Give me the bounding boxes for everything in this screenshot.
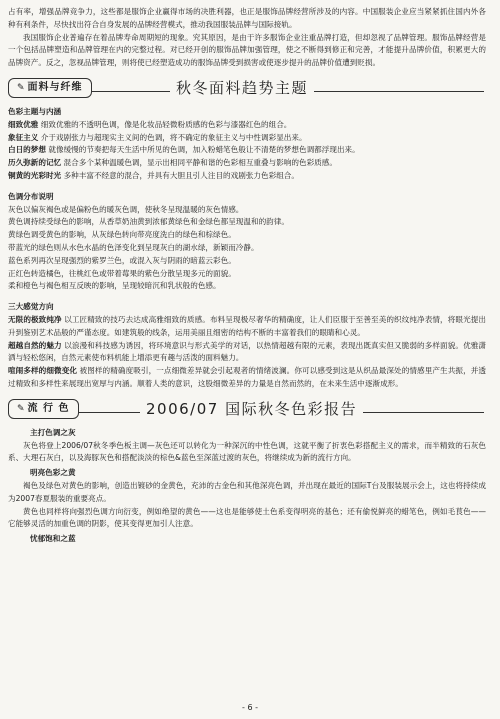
block-text: 灰色将登上2006/07秋冬季色板主调—灰色还可以转化为一种深沉的中性色调，这就平衡了折衷色彩搭配主义的需求，而半精致的石灰色系、大理石灰白，以及海豚灰色和搭配淡淡的棕色&蓝色至深蓝过渡的灰色，将继续成为新的流行方向。 (8, 440, 486, 463)
direction-item: 喧闹多样的细微变化 被图样的精确度吸引，一点细微差异就会引起观者的情绪波澜。你可以感受到这是从织品最深处的情感里产生共振，并透过精致和多样性来展现出宽厚与内涵。顺着人类的意识，这股细微差异的力量是自然而然的，在未来生活中逐渐成形。 (8, 366, 487, 388)
section-header-fabric (8, 76, 486, 102)
tone-line: 黄绿色调受黄色的影响，从灰绿色转向带亮度洗白的绿色和棕绿色。 (8, 230, 236, 240)
tone-line: 黄色调持续受绿色的影响，从香草奶油黄到浓郁黄绿色和金绿色都呈现温和的韵律。 (8, 217, 289, 227)
theme-item: 象征主义 介于戏剧张力与超现实主义间的色调，将不确定的象征主义与中性调彩显出来。 (8, 132, 307, 142)
tone-distribution-block (8, 191, 486, 293)
block-heading: 忧郁饱和之蓝 (30, 534, 76, 544)
direction-item: 无限的极致纯净 以工匠精致的技巧去达成高雅细致的质感。布料呈现极尽奢华的精确度，让人们臣服于至善至美的织纹纯净表情，将眼光提出升到鉴别艺术品般的严谨态度。如建筑般的线条，运用美丽且细密的结构不断的丰富着我们的眼睛和心灵。 (8, 314, 487, 337)
block-heading: 三大感觉方向 (8, 302, 54, 312)
tone-line: 柔和橙色与褐色相互反映的影响，呈现较暗沉和乳状般的色感。 (8, 281, 221, 291)
block-heading: 色彩主题与内涵 (8, 106, 62, 116)
section-tag-fabric: ✎ 面料与纤维 (8, 78, 92, 98)
page-number: - 6 - (242, 703, 258, 713)
tone-line: 蓝色系列再次呈现强烈的紫罗兰色，或混入灰与阴雨的暗蓝云彩色。 (8, 255, 236, 265)
grey-block (8, 427, 486, 465)
theme-item: 铜黄的光彩时光 多种丰富不经意的混合，并具有大胆且引人注目的戏剧张力色彩组合。 (8, 170, 299, 180)
block-text: 黄色也同样将向强烈色调方向衍变，例如绝望的黄色——这也是能够使土色系变得明亮的基色；还有偷悦鲜亮的蜡笔色，例如毛茛色——它能够灵活的加重色调的阴影，使其变得更加引人注意。 (8, 506, 486, 529)
section-tag-trend-color: ✎ 流 行 色 (8, 399, 79, 419)
theme-item: 细致优雅 细致优雅的不透明色调，像是化妆品轻微粉质感的色彩与漆器红色的组合。 (8, 119, 292, 129)
block-heading: 色调分布说明 (8, 191, 54, 201)
block-heading: 主打色调之灰 (30, 427, 76, 437)
direction-item: 超越自然的魅力 以浪漫和科技感为诱因，将环境意识与形式美学的对话，以热情超越有限的元素，表现出既真实但又脆弱的多样面貌。优雅潇洒与轻松悠闲，自然元素使布料机能上增添更有趣与活泼的面料魅力。 (8, 340, 487, 363)
intro-paragraph-1: 占有率，增强品牌竞争力，这些都是服饰企业赢得市场的决胜利器，也正是服饰品牌经营所涉及的内容。中国服装企业应当紧紧抓住国内外各种有利条件，尽快找出符合自身发展的品牌经营模式，推动我国服装品牌与国际接轨。 (8, 7, 486, 29)
intro-paragraph-2: 我国服饰企业普遍存在着品牌寿命周期短的现象。究其原因，是由于许多服饰企业注重品牌打造，但却忽视了品牌管理。服饰品牌经营是一个包括品牌塑造和品牌管理在内的完整过程。对已经开创的服饰品牌加强管理，使之不断得到修正和完善，才能提升品牌价值，积累更大的品牌资产。反之，忽视品牌管理，则将使已经塑造成功的服饰品牌受到损害或使逐步提升的品牌价值遭到贬损。 (8, 32, 486, 68)
three-directions-block (8, 301, 486, 391)
tone-line: 带蓝光的绿色则从水色水晶的色泽变化到呈现灰白的湖水绿，新颖而冷静。 (8, 242, 259, 252)
pencil-icon: ✎ (17, 403, 26, 414)
yellow-block (8, 467, 486, 531)
section-header-trend-color (8, 397, 486, 423)
block-heading: 明亮色彩之黄 (30, 468, 76, 478)
section-title-color-report: 2006/07 国际秋冬色彩报告 (140, 397, 363, 421)
theme-item: 历久弥新的记忆 混合多个某种温暖色调，显示出相同平静和谐的色彩相互重叠与影响的色彩质感。 (8, 158, 337, 168)
block-text: 褐色及绿色对黄色的影响，创造出镀砂的金黄色，充沛的古金色和其他深亮色调，并出现在最近的国际T台及服装展示会上，这也将持续成为2007春夏服装的重要亮点。 (8, 480, 486, 503)
color-themes-block (8, 106, 486, 183)
blue-block (8, 533, 486, 546)
pencil-icon: ✎ (17, 82, 26, 93)
tone-line: 灰色以偏灰褐色或是偏粉色的暖灰色调，使秋冬呈现温暖的灰色情感。 (8, 204, 244, 214)
tone-line: 正红色转造橘色，往桃红色或带着莓果的紫色分散呈现多元的面貌。 (8, 268, 236, 278)
section-title-fabric-trends: 秋冬面料趋势主题 (170, 76, 314, 100)
theme-item: 白日的梦想 就像缓慢的节奏把每天生活中所见的色调，加入粉蜡笔色般让不清楚的梦想色调都浮现出来。 (8, 145, 360, 155)
